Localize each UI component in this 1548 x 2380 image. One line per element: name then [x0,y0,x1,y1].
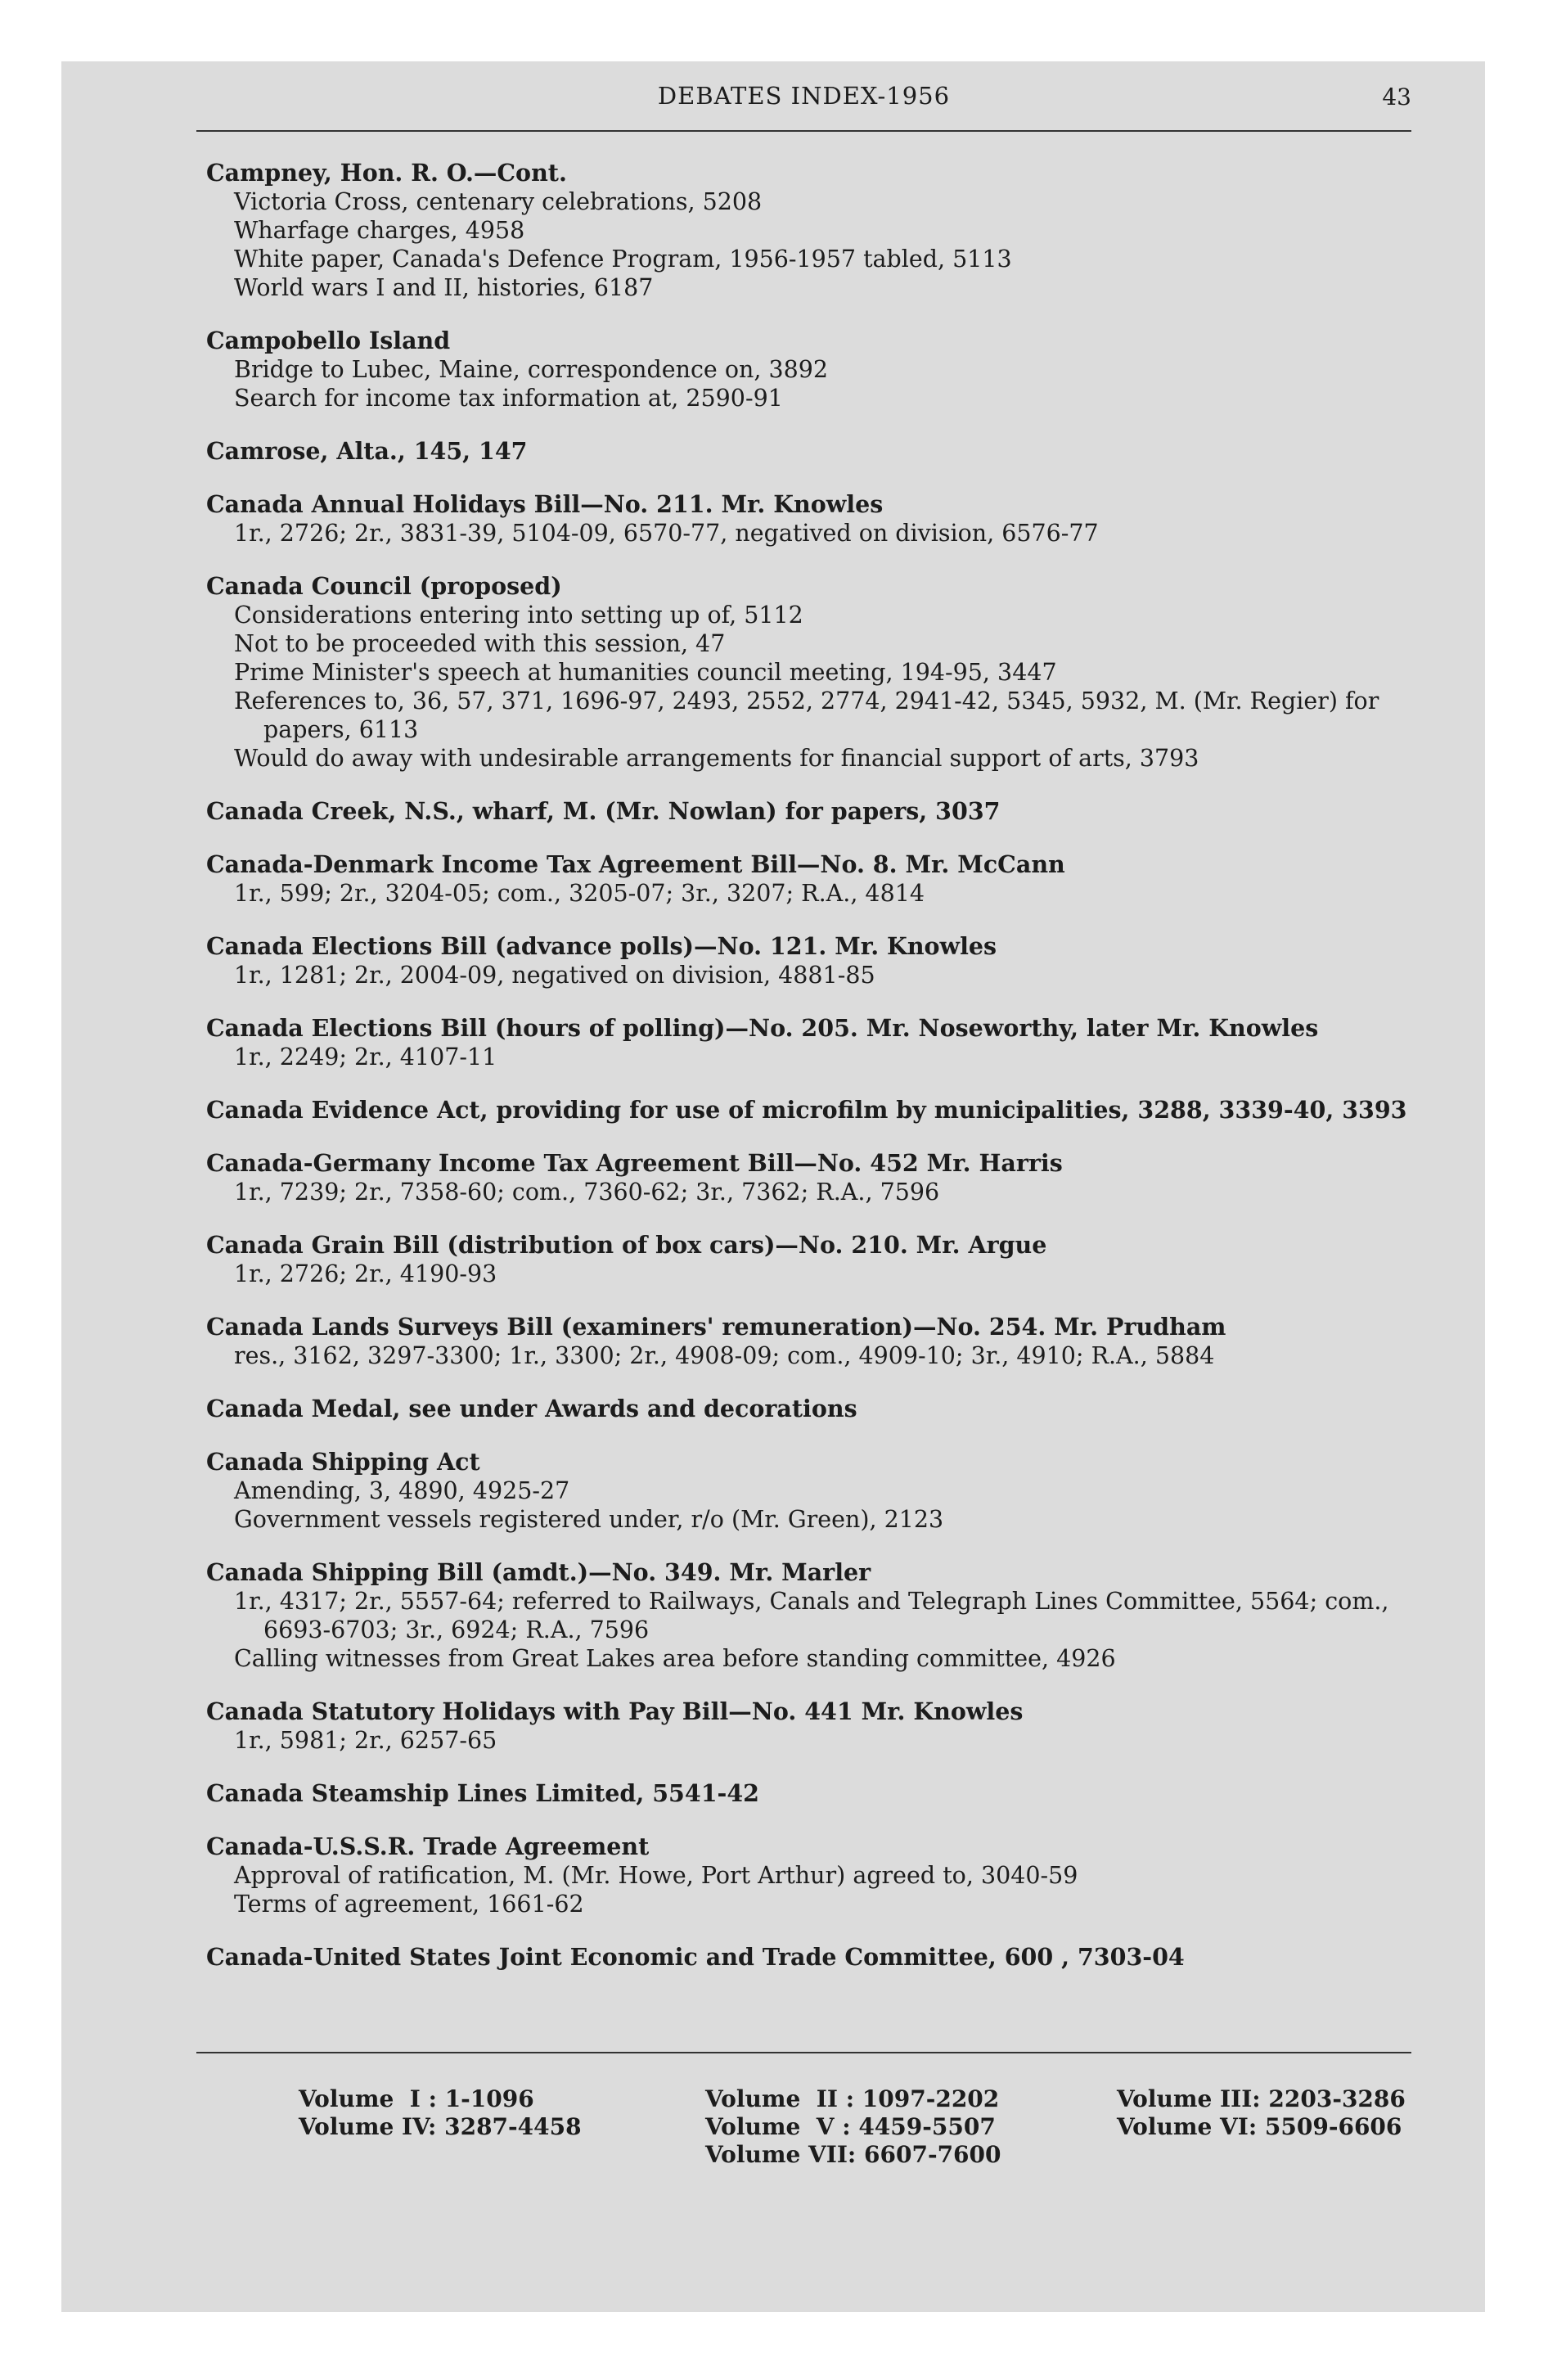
index-entry [206,1448,1409,1534]
entry-subline: Not to be proceeded with this session, 47 [234,630,726,657]
index-entry [206,1014,1409,1071]
entry-subline: Bridge to Lubec, Maine, correspondence on, 3892 [234,356,828,383]
index-entry [206,1149,1409,1206]
entry-heading: Canada Elections Bill (hours of polling)—No. 205. Mr. Noseworthy, later Mr. Knowles [206,1014,1319,1042]
entry-subline: Approval of ratification, M. (Mr. Howe, Port Arthur) agreed to, 3040-59 [234,1862,1078,1889]
entry-subline: References to, 36, 57, 371, 1696-97, 2493, 2552, 2774, 2941-42, 5345, 5932, M. (Mr. Regier) for papers, 6113 [234,687,1379,743]
entry-heading: Canada Medal, see under Awards and decorations [206,1395,857,1422]
entry-heading: Canada Grain Bill (distribution of box cars)—No. 210. Mr. Argue [206,1231,1047,1259]
volume-column-2 [705,2085,1001,2169]
index-entry [206,850,1409,908]
volume-column-3 [1117,2085,1406,2141]
volume-range: Volume VI: 5509-6606 [1117,2113,1402,2140]
index-entry [206,1313,1409,1370]
entry-subline: 1r., 2726; 2r., 4190-93 [234,1260,497,1287]
entry-subline: Considerations entering into setting up of, 5112 [234,602,803,629]
entry-heading: Canada Steamship Lines Limited, 5541-42 [206,1779,760,1807]
entry-subline: Would do away with undesirable arrangements for financial support of arts, 3793 [234,745,1199,772]
index-entry [206,1943,1409,1972]
volume-range: Volume II : 1097-2202 [705,2085,1000,2112]
index-entry [206,159,1409,302]
entry-subline: White paper, Canada's Defence Program, 1956-1957 tabled, 5113 [234,246,1012,273]
entry-subline: 1r., 599; 2r., 3204-05; com., 3205-07; 3r., 3207; R.A., 4814 [234,880,925,907]
index-entry [206,932,1409,989]
index-entry [206,437,1409,466]
entry-subline: Wharfage charges, 4958 [234,217,525,244]
index-entry [206,797,1409,826]
entry-heading: Canada Shipping Bill (amdt.)—No. 349. Mr. Marler [206,1558,871,1586]
entry-subline: 1r., 7239; 2r., 7358-60; com., 7360-62; 3r., 7362; R.A., 7596 [234,1179,940,1206]
entry-heading: Canada Statutory Holidays with Pay Bill—No. 441 Mr. Knowles [206,1697,1024,1725]
volume-range: Volume III: 2203-3286 [1117,2085,1406,2112]
header-title: DEBATES INDEX-1956 [657,82,951,110]
index-entry [206,572,1409,773]
entry-heading: Canada-Denmark Income Tax Agreement Bill—No. 8. Mr. McCann [206,850,1065,878]
entry-subline: Government vessels registered under, r/o (Mr. Green), 2123 [234,1506,944,1533]
volume-range: Volume I : 1-1096 [299,2085,534,2112]
header-divider [196,130,1411,132]
volume-range: Volume VII: 6607-7600 [705,2141,1001,2168]
entry-subline: 1r., 1281; 2r., 2004-09, negatived on division, 4881-85 [234,962,875,989]
index-entry [206,1697,1409,1755]
entry-heading: Campobello Island [206,327,451,354]
entry-heading: Canada-U.S.S.R. Trade Agreement [206,1832,650,1860]
entry-subline: 1r., 4317; 2r., 5557-64; referred to Railways, Canals and Telegraph Lines Committee, 5564; com., 6693-6703; 3r., 6924; R.A., 7596 [234,1588,1389,1643]
volume-range: Volume V : 4459-5507 [705,2113,996,2140]
entry-subline: Victoria Cross, centenary celebrations, 5208 [234,188,763,215]
entry-subline: 1r., 5981; 2r., 6257-65 [234,1727,497,1754]
index-entry [206,327,1409,412]
index-entries [206,159,1409,1996]
entry-heading: Canada Lands Surveys Bill (examiners' remuneration)—No. 254. Mr. Prudham [206,1313,1226,1341]
page-header [196,82,1411,119]
index-entry [206,490,1409,548]
index-entry [206,1779,1409,1808]
footer-divider [196,2052,1411,2053]
entry-subline: Search for income tax information at, 2590-91 [234,385,783,412]
entry-subline: Amending, 3, 4890, 4925-27 [234,1477,570,1504]
index-entry [206,1096,1409,1125]
entry-subline: res., 3162, 3297-3300; 1r., 3300; 2r., 4908-09; com., 4909-10; 3r., 4910; R.A., 5884 [234,1342,1215,1369]
index-entry [206,1395,1409,1423]
entry-heading: Canada Annual Holidays Bill—No. 211. Mr. Knowles [206,490,884,518]
index-entry [206,1231,1409,1288]
index-entry [206,1832,1409,1918]
entry-subline: 1r., 2249; 2r., 4107-11 [234,1044,497,1071]
entry-heading: Camrose, Alta., 145, 147 [206,437,528,465]
page-number: 43 [1382,83,1411,110]
entry-heading: Canada-United States Joint Economic and Trade Committee, 600 , 7303-04 [206,1943,1185,1971]
entry-subline: Prime Minister's speech at humanities council meeting, 194-95, 3447 [234,659,1057,686]
volume-column-1 [299,2085,582,2141]
entry-heading: Canada Creek, N.S., wharf, M. (Mr. Nowlan) for papers, 3037 [206,797,1001,825]
entry-subline: Calling witnesses from Great Lakes area before standing committee, 4926 [234,1645,1116,1672]
entry-subline: Terms of agreement, 1661-62 [234,1891,584,1918]
entry-subline: World wars I and II, histories, 6187 [234,274,654,301]
entry-subline: 1r., 2726; 2r., 3831-39, 5104-09, 6570-77, negatived on division, 6576-77 [234,520,1099,547]
entry-heading: Canada-Germany Income Tax Agreement Bill—No. 452 Mr. Harris [206,1149,1063,1177]
entry-heading: Canada Shipping Act [206,1448,480,1476]
volume-range: Volume IV: 3287-4458 [299,2113,582,2140]
entry-heading: Canada Elections Bill (advance polls)—No. 121. Mr. Knowles [206,932,997,960]
entry-heading: Campney, Hon. R. O.—Cont. [206,159,567,187]
index-entry [206,1558,1409,1673]
entry-heading: Canada Council (proposed) [206,572,562,600]
entry-heading: Canada Evidence Act, providing for use of microfilm by municipalities, 3288, 3339-40, 3393 [206,1096,1407,1124]
